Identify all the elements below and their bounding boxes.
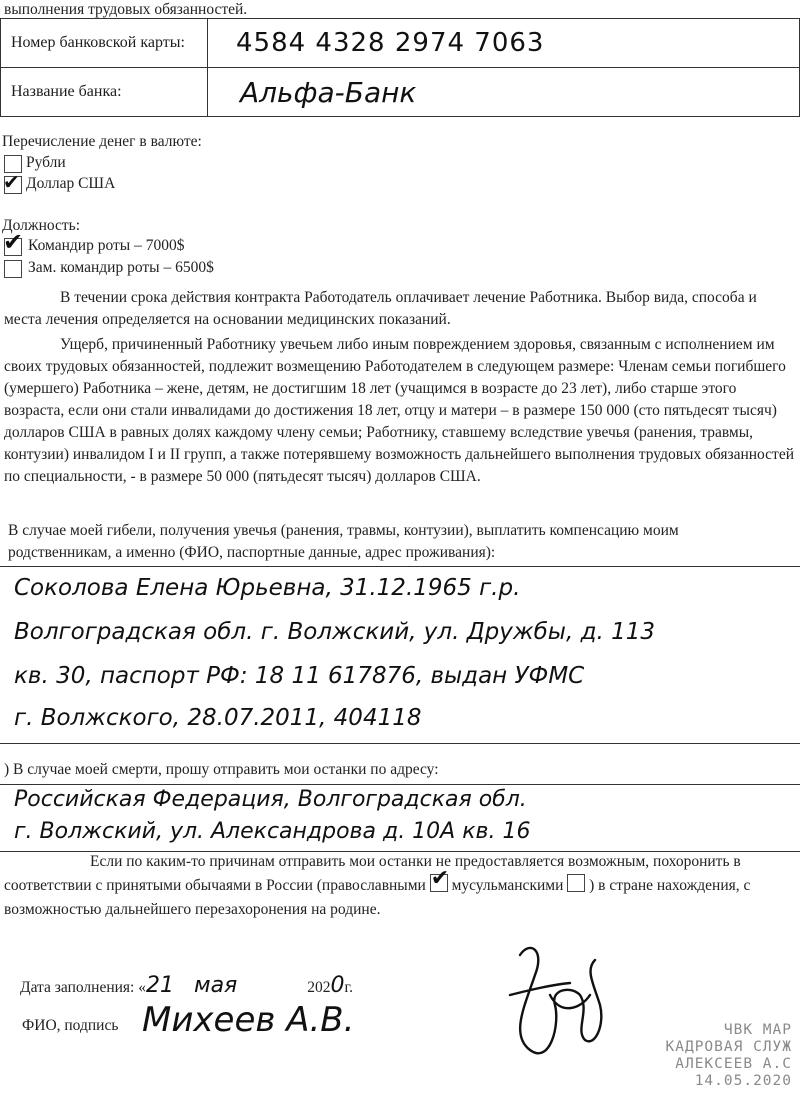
remains-address-box bbox=[0, 784, 800, 852]
treatment-paragraph: В течении срока действия контракта Работодатель оплачивает лечение Работника. Выбор вида, способа и места лечения определяется на основании медицинских показаний. bbox=[4, 289, 757, 328]
check-mark-icon: ✔ bbox=[430, 866, 450, 891]
stamp-line: ЧВК МАР bbox=[723, 1022, 792, 1038]
stamp-line: АЛЕКСЕЕВ А.С bbox=[675, 1056, 792, 1072]
burial-paragraph bbox=[4, 850, 794, 922]
bank-details-table bbox=[0, 18, 800, 117]
date-line bbox=[20, 972, 353, 1000]
remains-instruction bbox=[4, 760, 439, 779]
relative-line: Волгоградская обл. г. Волжский, ул. Дружбы, д. 113 bbox=[14, 619, 656, 645]
fio-label: ФИО, подпись bbox=[22, 1017, 119, 1034]
compensation-instruction: В случае моей гибели, получения увечья (ранения, травмы, контузии), выплатить компенсацию моим родственникам, а именно (ФИО, паспортные данные, адрес проживания): bbox=[8, 522, 679, 561]
company-stamp bbox=[666, 1022, 793, 1090]
date-month: мая bbox=[193, 973, 238, 998]
header-fragment: выполнения трудовых обязанностей. bbox=[4, 1, 248, 18]
bank-name-label: Название банка: bbox=[1, 68, 208, 117]
list-marker: ) bbox=[4, 761, 14, 778]
check-mark-icon: ✔ bbox=[3, 228, 24, 256]
position-deputy-label: Зам. командир роты – 6500$ bbox=[28, 259, 214, 276]
fio-value: Михеев А.В. bbox=[142, 1000, 355, 1040]
card-number-value: 4584 4328 2974 7063 bbox=[236, 28, 545, 58]
position-title: Должность: bbox=[2, 217, 81, 234]
relative-line: кв. 30, паспорт РФ: 18 11 617876, выдан УФМС bbox=[14, 663, 585, 689]
signature-image bbox=[490, 935, 620, 1075]
orthodox-checkbox[interactable] bbox=[430, 866, 450, 892]
currency-title: Перечисление денег в валюте: bbox=[2, 133, 202, 150]
date-year-prefix: 202 bbox=[307, 979, 331, 996]
date-year-digit: 0 bbox=[330, 973, 345, 998]
currency-rub-label: Рубли bbox=[26, 154, 66, 171]
card-number-label: Номер банковской карты: bbox=[1, 19, 208, 68]
remains-text: В случае моей смерти, прошу отправить мои останки по адресу: bbox=[13, 761, 439, 778]
position-deputy-checkbox[interactable] bbox=[4, 260, 22, 278]
bank-name-value: Альфа-Банк bbox=[240, 75, 417, 109]
burial-text-part2: ) в стране нахождения, с возможностью дальнейшего перезахоронения на родине. bbox=[4, 877, 751, 918]
position-commander-label: Командир роты – 7000$ bbox=[28, 237, 185, 254]
muslim-checkbox[interactable] bbox=[567, 874, 585, 892]
burial-text-part1: Если по каким-то причинам отправить мои останки не предоставляется возможным, похоронить в соответствии с принятыми обычаями в России (православными bbox=[4, 853, 741, 894]
date-suffix: г. bbox=[344, 979, 354, 996]
burial-text-mid: мусульманскими bbox=[451, 877, 564, 894]
date-day: 21 bbox=[145, 973, 174, 998]
date-label: Дата заполнения: « bbox=[20, 979, 146, 996]
currency-usd-label: Доллар США bbox=[26, 175, 116, 192]
damage-compensation-paragraph: Ущерб, причиненный Работнику увечьем либо иным повреждением здоровья, связанным с исполнением им своих трудовых обязанностей, подлежит возмещению Работодателем в следующем размере: Членам семьи погибшего (умершего) Работника – жене, детям, не достигшим 18 лет (учащимся в возрасте до 23 лет), либо старше этого возраста, если они стали инвалидами до достижения 18 лет, отцу и матери – в размере 150 000 (сто пятьдесят тысяч) долларов США в равных долях каждому члену семьи; Работнику, ставшему вследствие увечья (ранения, травмы, контузии) инвалидом I и II групп, а также потерявшему возможность дальнейшего выполнения трудовых обязанностей по специальности, - в размере 50 000 (пятьдесят тысяч) долларов США. bbox=[4, 336, 795, 485]
relative-line: Соколова Елена Юрьевна, 31.12.1965 г.р. bbox=[14, 575, 521, 601]
remains-address-line: г. Волжский, ул. Александрова д. 10А кв. 16 bbox=[14, 819, 531, 844]
stamp-line: КАДРОВАЯ СЛУЖ bbox=[665, 1039, 792, 1055]
stamp-line: 14.05.2020 bbox=[694, 1073, 792, 1089]
relative-line: г. Волжского, 28.07.2011, 404118 bbox=[14, 705, 422, 731]
remains-address-line: Российская Федерация, Волгоградская обл. bbox=[14, 787, 527, 812]
check-mark-icon: ✔ bbox=[3, 170, 20, 194]
relatives-details-box bbox=[0, 566, 800, 744]
